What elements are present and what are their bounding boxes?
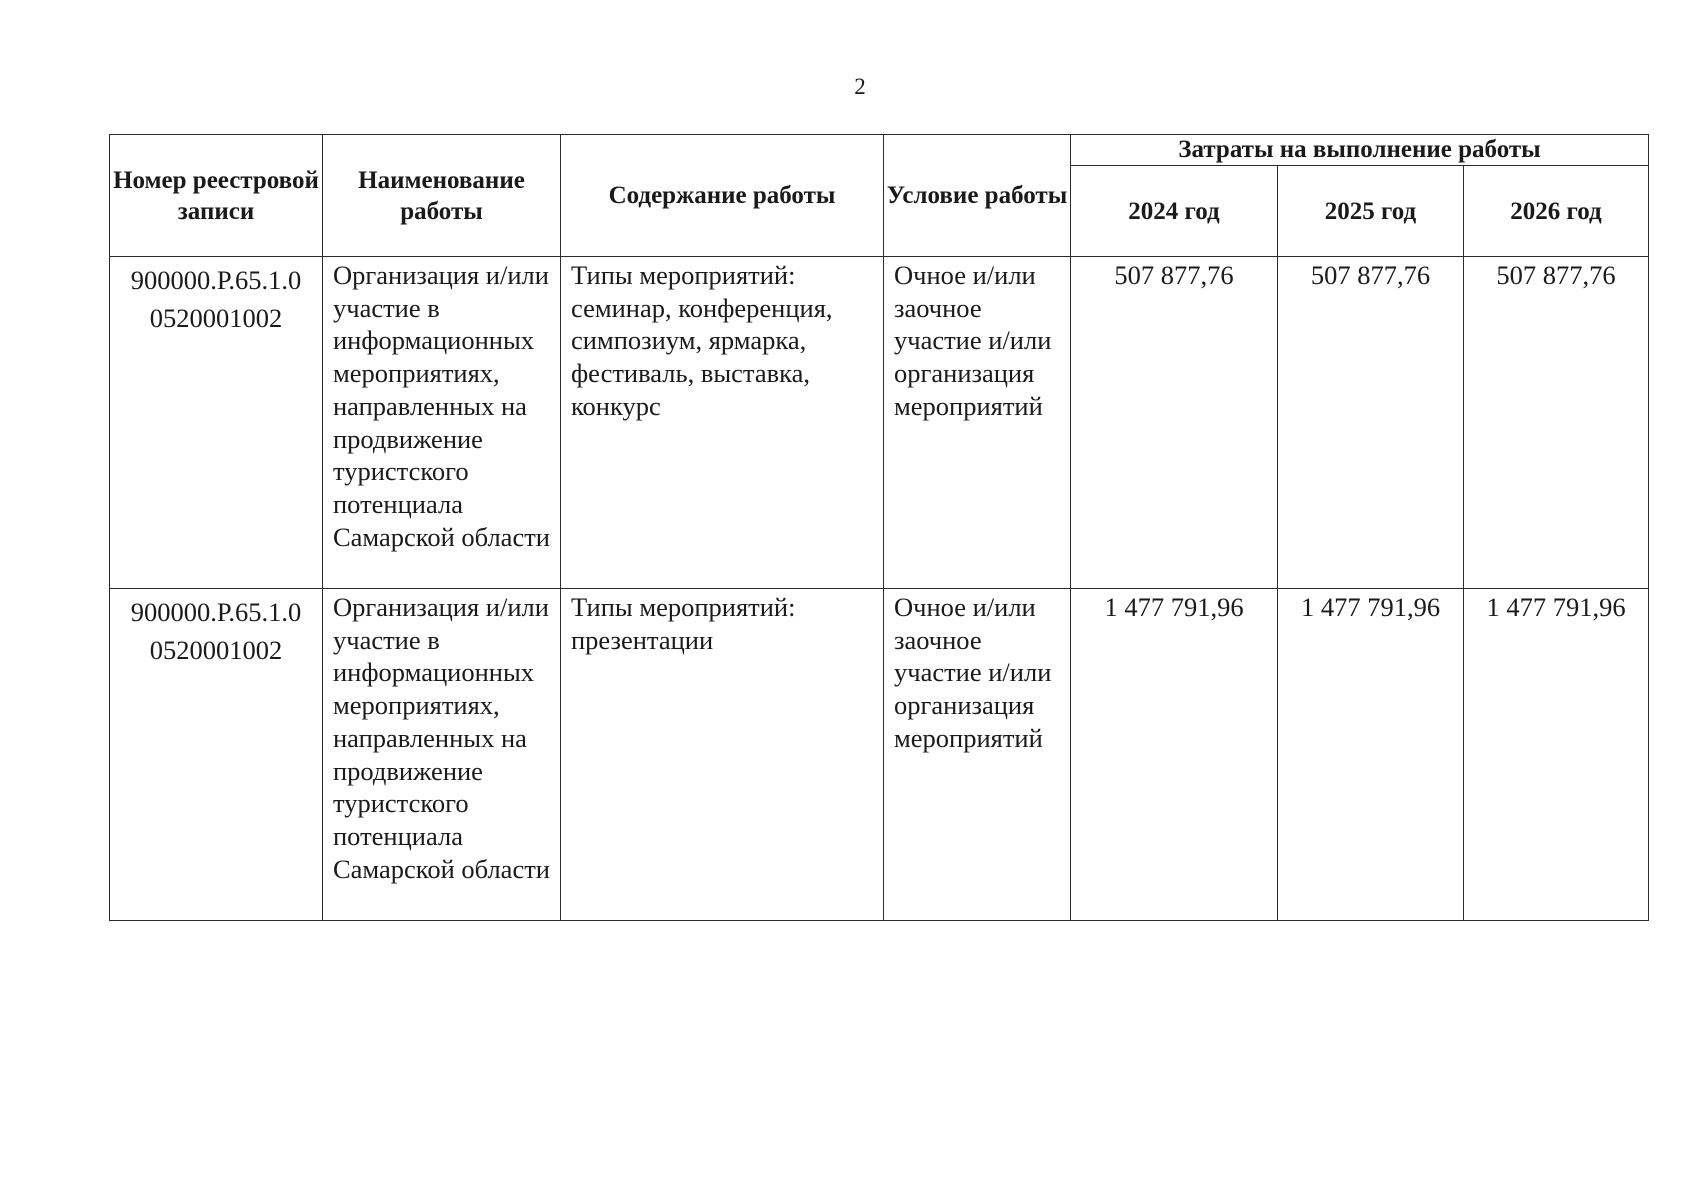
header-year-2026: 2026 год xyxy=(1464,166,1649,257)
header-work-condition: Условие работы xyxy=(884,135,1071,257)
cost-2025-cell: 507 877,76 xyxy=(1278,257,1464,589)
cost-2026-cell: 507 877,76 xyxy=(1464,257,1649,589)
work-content-cell: Типы мероприятий: презентации xyxy=(561,589,884,921)
cost-2025-cell: 1 477 791,96 xyxy=(1278,589,1464,921)
page-number: 2 xyxy=(854,74,866,99)
header-work-name: Наименование работы xyxy=(323,135,561,257)
header-work-content: Содержание работы xyxy=(561,135,884,257)
table-row xyxy=(110,589,1649,921)
header-row xyxy=(110,135,1649,166)
cost-2024-cell: 1 477 791,96 xyxy=(1071,589,1278,921)
header-year-2025: 2025 год xyxy=(1278,166,1464,257)
works-cost-table xyxy=(109,134,1649,921)
work-condition-cell: Очное и/или заочное участие и/или организация мероприятий xyxy=(884,257,1071,589)
header-year-2024: 2024 год xyxy=(1071,166,1278,257)
cost-2026-cell: 1 477 791,96 xyxy=(1464,589,1649,921)
work-condition-cell: Очное и/или заочное участие и/или организация мероприятий xyxy=(884,589,1071,921)
registry-number-cell: 900000.Р.65.1.0 0520001002 xyxy=(110,257,323,589)
work-name-cell: Организация и/или участие в информационных мероприятиях, направленных на продвижение туристского потенциала Самарской области xyxy=(323,257,561,589)
cost-2024-cell: 507 877,76 xyxy=(1071,257,1278,589)
header-registry-number: Номер реестровой записи xyxy=(110,135,323,257)
work-content-cell: Типы мероприятий: семинар, конференция, симпозиум, ярмарка, фестиваль, выставка, конкурс xyxy=(561,257,884,589)
work-name-cell: Организация и/или участие в информационных мероприятиях, направленных на продвижение туристского потенциала Самарской области xyxy=(323,589,561,921)
header-costs-group: Затраты на выполнение работы xyxy=(1071,135,1649,166)
registry-number-cell: 900000.Р.65.1.0 0520001002 xyxy=(110,589,323,921)
table-row xyxy=(110,257,1649,589)
